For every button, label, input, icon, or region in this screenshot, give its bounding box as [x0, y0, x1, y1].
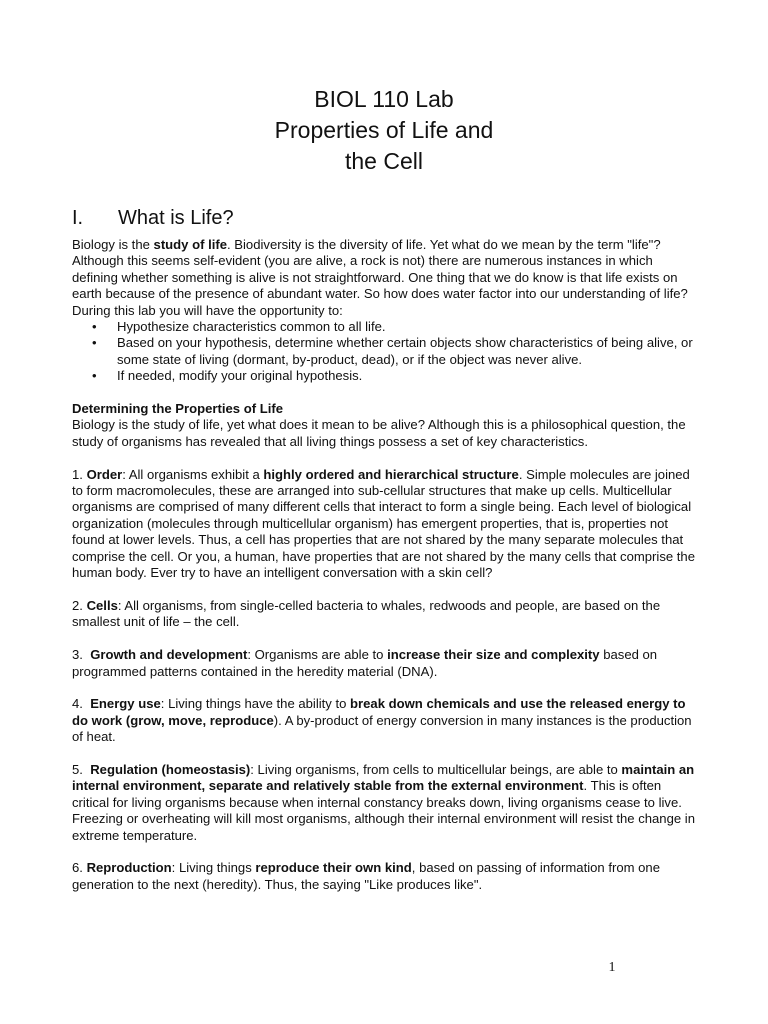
property-text-cont: . Simple molecules are joined to form macromolecules, these are arranged into sub-cellular structures that make up cells. Multicellular organisms are comprised of many different cells that interact to form a single being. Each level of biological organization (molecules through multicellular organism) has emergent properties, that is, properties not found at lower levels. Thus, a cell has properties that are not shared by the many separate molecules that comprise the cell. Or you, a human, have properties that are not shared by the many cells that comprise the human body. Ever try to have an intelligent conversation with a skin cell? [72, 466, 699, 581]
property-number: 6. [72, 860, 87, 876]
bullet-icon: • [92, 335, 97, 351]
property-name: Order [86, 466, 123, 482]
title-line-3: the Cell [345, 148, 423, 174]
property-number: 3. [72, 647, 91, 663]
list-item [72, 368, 696, 384]
section-number: I. [72, 207, 84, 229]
list-item [72, 335, 696, 368]
property-name: Energy use [90, 696, 161, 712]
document-title [0, 84, 768, 177]
property-name: Growth and development [90, 647, 248, 663]
property-growth [72, 647, 696, 680]
property-cells [72, 598, 696, 631]
subsection-heading: Determining the Properties of Life [72, 401, 283, 417]
property-bold: reproduce their own kind [255, 860, 412, 876]
property-order [72, 466, 699, 582]
property-number: 5. [72, 761, 91, 777]
property-number: 1. [72, 466, 87, 482]
title-line-2: Properties of Life and [274, 117, 494, 143]
property-name: Cells [86, 597, 118, 613]
property-text-cont: . This is often critical for living organisms because when internal constancy breaks down, living organisms cease to live. Freezing or overheating will kill most organisms, although their internal environment will resist the change in extreme temperature. [72, 778, 699, 843]
property-name: Regulation (homeostasis) [90, 761, 251, 777]
property-reproduction [72, 860, 696, 893]
intro-text: Biology is the [72, 237, 154, 252]
property-regulation [72, 761, 699, 844]
bullet-icon: • [92, 319, 97, 335]
document-body [72, 237, 699, 893]
property-text: : Living things [171, 860, 256, 876]
bullet-icon: • [92, 368, 97, 384]
property-bold: highly ordered and hierarchical structure [263, 466, 519, 482]
property-name: Reproduction [86, 860, 172, 876]
property-text: : Organisms are able to [247, 647, 388, 663]
property-text-cont: , based on passing of information from one generation to the next (heredity). Thus, the saying "Like produces like". [72, 860, 664, 892]
property-text: : All organisms exhibit a [122, 466, 264, 482]
list-item-text: Based on your hypothesis, determine whether certain objects show characteristics of being alive, or some state of living (dormant, by-product, dead), or if the object was never alive. [117, 335, 693, 367]
property-text: : All organisms, from single-celled bacteria to whales, redwoods and people, are based on the smallest unit of life – the cell. [72, 597, 664, 630]
section-heading [72, 205, 234, 231]
property-number: 4. [72, 696, 91, 712]
objectives-list [72, 319, 696, 385]
property-bold: break down chemicals and use the released energy to do work (grow, move, reproduce [72, 696, 690, 728]
intro-bold: study of life [153, 237, 228, 252]
property-text: : Living organisms, from cells to multicellular beings, are able to [250, 761, 622, 777]
list-item [72, 319, 696, 335]
list-item-text: If needed, modify your original hypothesis. [117, 368, 363, 384]
property-energy [72, 696, 696, 745]
property-text-cont: ). A by-product of energy conversion in many instances is the production of heat. [72, 712, 696, 745]
property-bold: increase their size and complexity [387, 647, 600, 663]
property-bold: maintain an internal environment, separate and relatively stable from the external environment [72, 761, 698, 794]
page-number: 1 [608, 960, 616, 975]
property-text-cont: based on programmed patterns contained in the heredity material (DNA). [72, 647, 661, 679]
title-line-1: BIOL 110 Lab [314, 86, 454, 112]
list-item-text: Hypothesize characteristics common to all life. [117, 319, 386, 335]
intro-paragraph [72, 237, 696, 319]
property-number: 2. [72, 597, 87, 613]
subsection-intro: Biology is the study of life, yet what does it mean to be alive? Although this is a philosophical question, the study of organisms has revealed that all living things possess a set of key characteristics. [72, 417, 686, 449]
property-text: : Living things have the ability to [160, 696, 351, 712]
intro-text-cont: . Biodiversity is the diversity of life. Yet what do we mean by the term "life"? Although this seems self-evident (you are alive, a rock is not) there are numerous instances in which defining whether something is alive is not straightforward. One thing that we do know is that life exists on earth because of the presence of abundant water. So how does water factor into our understanding of life? During this lab you will have the opportunity to: [72, 237, 688, 318]
section-title: What is Life? [118, 207, 234, 229]
